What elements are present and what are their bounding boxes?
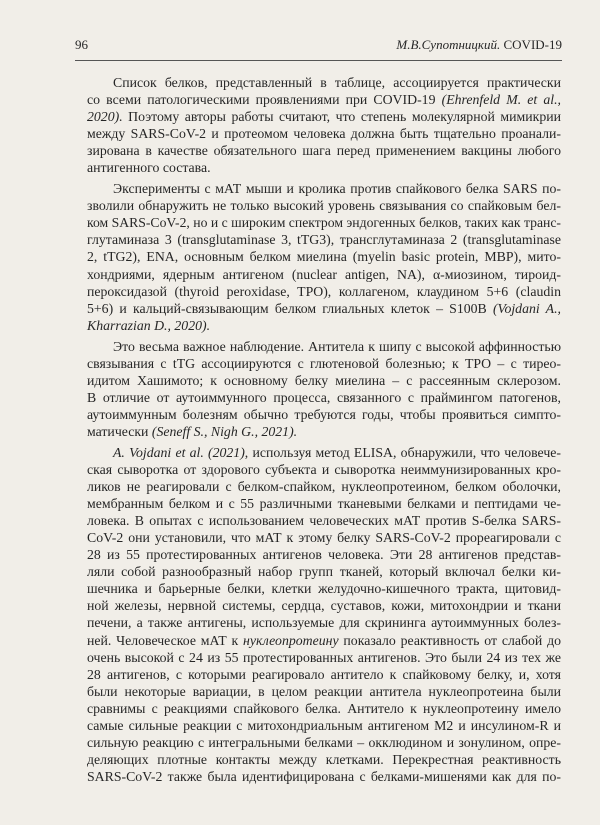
text-line: [87, 74, 561, 91]
text-run: зирована в качестве обязательного шага перед применением вакцины любого: [87, 143, 561, 159]
text-line: [87, 614, 561, 631]
text-line: [87, 125, 561, 142]
text-run: зволили обнаружить не только высокий уровень связывания со спайковым бел-: [87, 198, 561, 214]
text-line: [87, 683, 561, 700]
italic-text-run: Kharrazian D., 2020).: [87, 317, 211, 333]
text-run: со всеми патологическими проявлениями при COVID-19: [87, 92, 442, 108]
text-run: идитом Хашимото; к основному белку миелина – с рассеянным склерозом.: [87, 372, 561, 388]
text-line: [87, 580, 561, 597]
text-line: [87, 372, 561, 389]
paragraph: [87, 444, 561, 785]
text-line: [87, 300, 561, 317]
text-run: ловека. В опытах с использованием человеческих мАТ против S-белка SARS-: [87, 513, 561, 529]
text-line: [87, 768, 561, 785]
text-run: сильную реакцию с интегральными белками – окклюдином и зонулином, опре-: [87, 734, 561, 750]
text-line: [87, 423, 561, 440]
text-line: [87, 406, 561, 423]
page-body-text: [87, 74, 561, 785]
paragraph: [87, 338, 561, 440]
text-line: [87, 355, 561, 372]
text-run: Эксперименты с мАТ мыши и кролика против спайкового белка SARS по-: [113, 181, 561, 197]
text-run: хондриями, ядерным антигеном (nuclear antigen, NA), α-миозином, тироид-: [87, 266, 561, 282]
italic-text-run: (Ehrenfeld M. et al.,: [441, 92, 561, 108]
text-line: [87, 317, 561, 334]
text-line: [87, 546, 561, 563]
text-run: печени, а также антигены, используемые для скрининга аутоиммунных болез-: [87, 615, 561, 631]
text-line: [87, 389, 561, 406]
text-run: антигенного состава.: [87, 160, 211, 176]
text-run: пероксидазой (thyroid peroxidase, TPO), коллагеном, клаудином 5+6 (claudin: [87, 283, 561, 299]
text-run: ней. Человеческое мАТ к: [87, 632, 244, 648]
text-run: матически: [87, 423, 152, 439]
text-line: [87, 159, 561, 176]
text-run: ной железы, нервной системы, сердца, суставов, кожи, митохондрии и ткани: [87, 598, 561, 614]
italic-text-run: (Vojdani A.,: [492, 300, 561, 316]
text-run: ская сыворотка от здорового субъекта и сыворотка неиммунизированных кро-: [87, 462, 561, 478]
italic-text-run: 2020).: [87, 109, 123, 125]
text-line: [87, 700, 561, 717]
text-run: ком SARS-CoV-2, но и с широким спектром эндогенных белков, таких как транс-: [87, 215, 561, 231]
text-line: [87, 495, 561, 512]
text-run: мембранным белком и с 55 различными тканевыми белками и пептидами че-: [87, 496, 561, 512]
text-run: Это весьма важное наблюдение. Антитела к шипу с высокой аффинностью: [113, 338, 561, 354]
text-line: [87, 248, 561, 265]
italic-text-run: нуклеопротеину: [243, 632, 339, 648]
text-line: [87, 197, 561, 214]
text-line: [87, 461, 561, 478]
text-run: 28 антигенов, с которыми реагировало антитело к спайковому белку, и, хотя: [87, 666, 561, 682]
text-line: [87, 734, 561, 751]
text-line: [87, 751, 561, 768]
text-run: 2, tTG2), ENA, основным белком миелина (myelin basic protein, MBP), мито-: [87, 249, 561, 265]
text-line: [87, 444, 561, 461]
text-run: шечника и барьерные белки, клетки желудочно-кишечного тракта, щитовид-: [87, 581, 561, 597]
italic-text-run: A. Vojdani et al. (2021): [113, 444, 245, 460]
text-line: [87, 529, 561, 546]
running-title-author: М.В.Супотницкий.: [396, 37, 501, 52]
text-run: были некоторые вариации, в целом реакции антитела нуклеопротеина были: [87, 683, 561, 699]
text-line: [87, 563, 561, 580]
text-line: [87, 597, 561, 614]
text-run: В отличие от аутоиммунного процесса, связанного с праймингом патогенов,: [87, 389, 561, 405]
text-line: [87, 266, 561, 283]
text-line: [87, 632, 561, 649]
text-line: [87, 108, 561, 125]
text-line: [87, 214, 561, 231]
text-line: [87, 231, 561, 248]
text-run: 28 из 55 протестированных антигенов человека. Эти 28 антигенов представ-: [87, 547, 561, 563]
text-run: , используя метод ELISA, обнаружили, что человече-: [244, 444, 561, 460]
text-line: [87, 666, 561, 683]
text-run: самые сильные реакции с митохондриальным антигеном M2 и инсулином-R и: [87, 717, 561, 733]
text-run: сравнимы с реакциями спайкового белка. Антитело к нуклеопротеину имело: [87, 700, 561, 716]
text-line: [87, 283, 561, 300]
text-line: [87, 91, 561, 108]
text-run: Список белков, представленный в таблице, ассоциируется практически: [113, 75, 561, 90]
paragraph: [87, 180, 561, 333]
text-run: SARS-CoV-2 также была идентифицирована с белками-мишенями как для по-: [87, 768, 561, 784]
running-header: [75, 34, 562, 61]
italic-text-run: (Seneff S., Nigh G., 2021).: [151, 423, 298, 439]
text-line: [87, 338, 561, 355]
text-run: аутоиммунным болезням обычно требуются годы, чтобы проявиться симпто-: [87, 406, 561, 422]
running-title: [396, 37, 562, 53]
text-run: показало реактивность от слабой до: [338, 632, 562, 648]
text-line: [87, 512, 561, 529]
text-run: 5+6) и кальций-связывающим белком глиальных клеток – S100B: [87, 300, 493, 316]
text-line: [87, 142, 561, 159]
text-run: ляли собой разнообразный набор групп тканей, который включал белки ки-: [87, 564, 561, 580]
text-run: ликов не реагировали с белком-спайком, нуклеопротеином, белком оболочки,: [87, 479, 561, 495]
text-run: очень высокой с 24 из 55 протестированных антигенов. Это были 24 из тех же: [87, 649, 561, 665]
text-run: связывания с tTG ассоциируются с глютеновой болезнью; к TPO – с тирео-: [87, 355, 561, 371]
text-line: [87, 180, 561, 197]
text-line: [87, 717, 561, 734]
text-run: CoV-2 они установили, что мАТ к этому белку SARS-CoV-2 прореагировали с: [87, 530, 561, 546]
text-line: [87, 478, 561, 495]
text-run: между SARS-CoV-2 и протеомом человека должна быть тщательно проанали-: [87, 126, 561, 142]
text-run: глутаминаза 3 (transglutaminase 3, tTG3), трансглутаминаза 2 (transglutaminase: [87, 232, 561, 248]
page-number: 96: [75, 37, 88, 52]
text-run: Поэтому авторы работы считают, что степень молекулярной мимикрии: [122, 109, 561, 125]
text-run: деляющих плотные контакты между клетками. Перекрестная реактивность: [87, 751, 561, 767]
text-line: [87, 649, 561, 666]
running-title-book: COVID-19: [500, 37, 562, 52]
paragraph: [87, 74, 561, 176]
